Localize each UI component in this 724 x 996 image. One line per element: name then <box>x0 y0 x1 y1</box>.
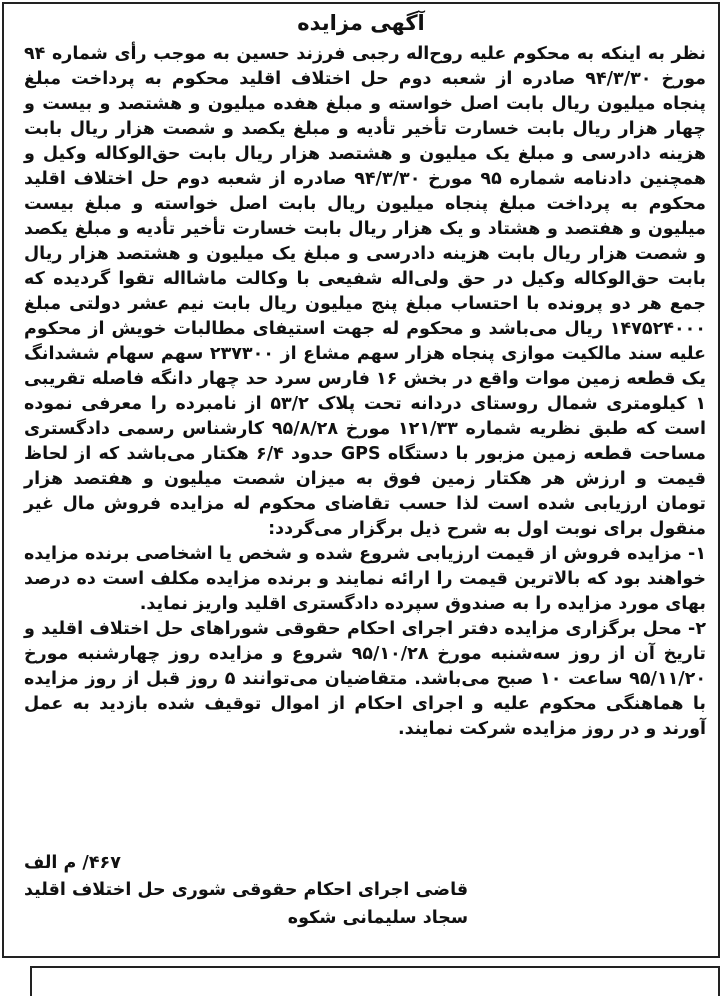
paragraph-main: نظر به اینکه به محکوم علیه روح‌اله رجبی فرزند حسین به موجب رأی شماره ۹۴ مورخ ۹۴/۳/۳۰ صادره از شعبه دوم حل اختلاف اقلید محکوم به پرداخت مبلغ پنجاه میلیون ریال بابت اصل خواسته و مبلغ هفده میلیون و هشتصد و بیست و چهار هزار ریال بابت خسارت تأخیر تأدیه و مبلغ یکصد و شصت هزار ریال بابت هزینه دادرسی و مبلغ یک میلیون و هشتصد هزار ریال بابت حق‌الوکاله وکیل و همچنین دادنامه شماره ۹۵ مورخ ۹۴/۳/۳۰ صادره از شعبه دوم حل اختلاف اقلید محکوم به پرداخت مبلغ پنجاه میلیون ریال بابت اصل خواسته و مبلغ بیست میلیون و هفتصد و هشتاد و یک هزار ریال بابت خسارت تأخیر تأدیه و مبلغ یکصد و شصت هزار ریال بابت هزینه دادرسی و مبلغ یک میلیون و هشتصد هزار ریال بابت حق‌الوکاله وکیل در حق ولی‌اله شفیعی با وکالت ماشااله تقوا گردیده که جمع هر دو پرونده با احتساب مبلغ پنج میلیون ریال بابت نیم عشر دولتی مبلغ ۱۴۷۵۲۴۰۰۰ ریال می‌باشد و محکوم له جهت استیفای مطالبات خویش از محکوم علیه سند مالکیت موازی پنجاه هزار سهم مشاع از ۲۳۷۳۰۰ سهم سهام ششدانگ یک قطعه زمین موات واقع در بخش ۱۶ فارس سرد حد چهار دانگه فاصله تقریبی ۱ کیلومتری شمال روستای دردانه تحت پلاک ۵۳/۲ از نامبرده را معرفی نموده است که طبق نظریه شماره ۱۲۱/۳۳ مورخ ۹۵/۸/۲۸ کارشناس رسمی دادگستری مساحت قطعه زمین مزبور با دستگاه GPS حدود ۶/۴ هکتار می‌باشد که از لحاظ قیمت و ارزش هر هکتار زمین فوق به میزان شصت میلیون و هفتصد هزار تومان ارزیابی شده است لذا حسب تقاضای محکوم له مزایده فروش مال غیر منقول برای نوبت اول به شرح ذیل برگزار می‌گردد: <box>24 44 707 539</box>
signature-block <box>24 876 704 932</box>
signature-name: سجاد سلیمانی شکوه <box>287 908 469 928</box>
signature-title: قاضی اجرای احکام حقوقی شوری حل اختلاف اقلید <box>24 880 469 900</box>
notice-title: آگهی مزایده <box>297 11 425 35</box>
paragraph-condition-1: ۱- مزایده فروش از قیمت ارزیابی شروع شده و شخص یا اشخاصی برنده مزایده خواهند بود که بالاترین قیمت را ارائه نمایند و برنده مزایده مکلف است ده درصد بهای مورد مزایده را به صندوق سپرده دادگستری اقلید واریز نماید. <box>24 544 706 614</box>
reference-number: ۴۶۷/ م الف <box>24 853 121 873</box>
notice-body <box>24 42 706 742</box>
next-notice-frame <box>30 966 720 996</box>
notice-frame <box>2 2 720 958</box>
paragraph-condition-2: ۲- محل برگزاری مزایده دفتر اجرای احکام حقوقی شوراهای حل اختلاف اقلید و تاریخ آن از روز سه‌شنبه مورخ ۹۵/۱۰/۲۸ شروع و مزایده روز چهارشنبه مورخ ۹۵/۱۱/۲۰ ساعت ۱۰ صبح می‌باشد. متقاضیان می‌توانند ۵ روز قبل از روز مزایده با هماهنگی محکوم علیه و اجرای احکام از اموال توقیف شده بازدید به عمل آورند و در روز مزایده شرکت نمایند. <box>24 619 707 739</box>
